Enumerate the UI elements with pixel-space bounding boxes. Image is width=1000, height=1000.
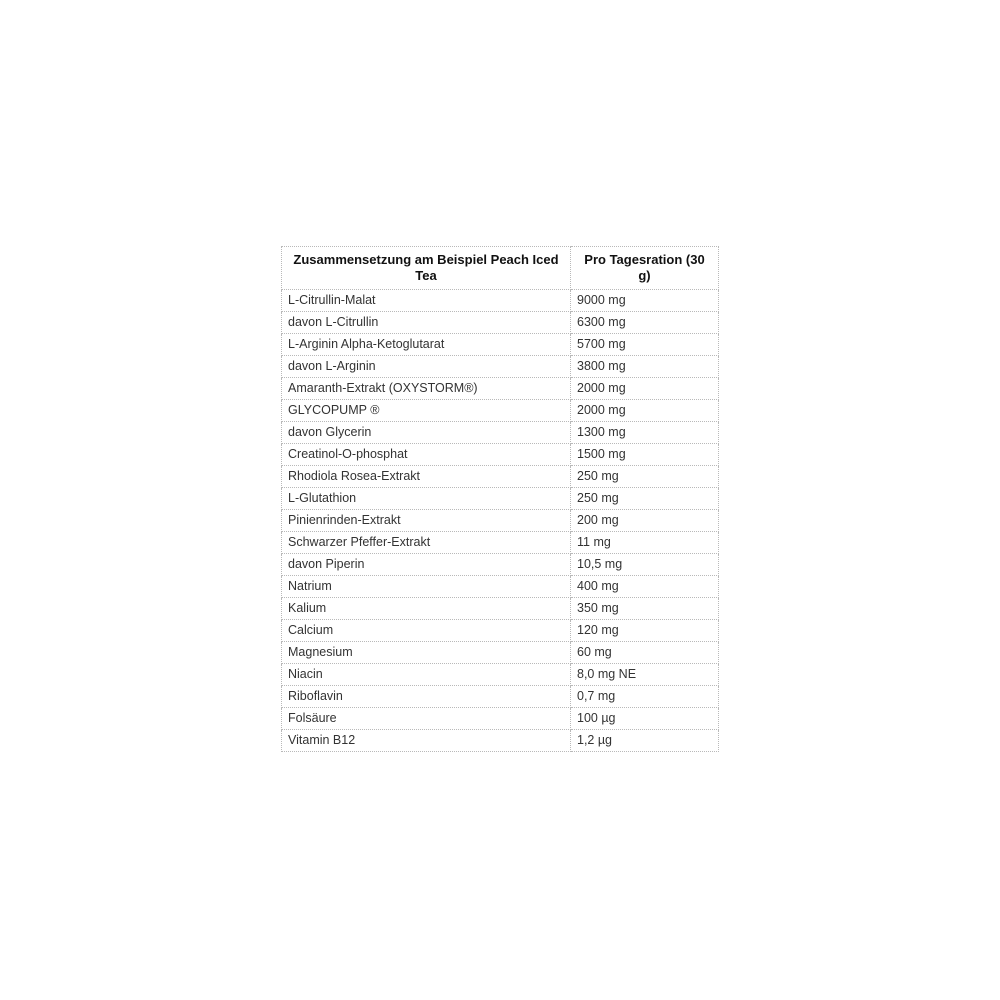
ingredient-name: davon L-Arginin bbox=[282, 356, 571, 378]
ingredient-name: L-Glutathion bbox=[282, 488, 571, 510]
ingredient-amount: 250 mg bbox=[571, 466, 719, 488]
table-row bbox=[282, 598, 719, 620]
ingredient-name: L-Citrullin-Malat bbox=[282, 290, 571, 312]
ingredient-amount: 10,5 mg bbox=[571, 554, 719, 576]
ingredient-amount: 60 mg bbox=[571, 642, 719, 664]
ingredient-amount: 1300 mg bbox=[571, 422, 719, 444]
ingredient-amount: 400 mg bbox=[571, 576, 719, 598]
table-row bbox=[282, 378, 719, 400]
ingredient-amount: 120 mg bbox=[571, 620, 719, 642]
ingredient-name: Calcium bbox=[282, 620, 571, 642]
ingredient-amount: 350 mg bbox=[571, 598, 719, 620]
table-row bbox=[282, 334, 719, 356]
table-row bbox=[282, 642, 719, 664]
ingredient-name: Natrium bbox=[282, 576, 571, 598]
header-composition: Zusammensetzung am Beispiel Peach Iced Tea bbox=[282, 247, 571, 290]
ingredient-name: Magnesium bbox=[282, 642, 571, 664]
table-row bbox=[282, 466, 719, 488]
ingredient-amount: 250 mg bbox=[571, 488, 719, 510]
table-row bbox=[282, 730, 719, 752]
nutrition-table bbox=[281, 246, 719, 752]
ingredient-amount: 200 mg bbox=[571, 510, 719, 532]
ingredient-amount: 9000 mg bbox=[571, 290, 719, 312]
ingredient-name: davon Piperin bbox=[282, 554, 571, 576]
ingredient-name: Riboflavin bbox=[282, 686, 571, 708]
ingredient-name: Rhodiola Rosea-Extrakt bbox=[282, 466, 571, 488]
table-row bbox=[282, 290, 719, 312]
ingredient-name: Amaranth-Extrakt (OXYSTORM®) bbox=[282, 378, 571, 400]
ingredient-name: Niacin bbox=[282, 664, 571, 686]
table-row bbox=[282, 708, 719, 730]
ingredient-name: Pinienrinden-Extrakt bbox=[282, 510, 571, 532]
ingredient-name: Vitamin B12 bbox=[282, 730, 571, 752]
table-body bbox=[282, 290, 719, 752]
header-per-serving: Pro Tagesration (30 g) bbox=[571, 247, 719, 290]
ingredient-amount: 1500 mg bbox=[571, 444, 719, 466]
ingredient-name: L-Arginin Alpha-Ketoglutarat bbox=[282, 334, 571, 356]
table-row bbox=[282, 422, 719, 444]
table-row bbox=[282, 444, 719, 466]
table-row bbox=[282, 686, 719, 708]
ingredient-name: Folsäure bbox=[282, 708, 571, 730]
ingredient-name: Schwarzer Pfeffer-Extrakt bbox=[282, 532, 571, 554]
ingredient-name: davon L-Citrullin bbox=[282, 312, 571, 334]
ingredient-amount: 5700 mg bbox=[571, 334, 719, 356]
ingredient-amount: 2000 mg bbox=[571, 400, 719, 422]
table-row bbox=[282, 576, 719, 598]
ingredient-name: GLYCOPUMP ® bbox=[282, 400, 571, 422]
ingredient-amount: 2000 mg bbox=[571, 378, 719, 400]
ingredient-amount: 100 µg bbox=[571, 708, 719, 730]
ingredient-amount: 8,0 mg NE bbox=[571, 664, 719, 686]
table-row bbox=[282, 510, 719, 532]
ingredient-name: davon Glycerin bbox=[282, 422, 571, 444]
table-header-row bbox=[282, 247, 719, 290]
table-row bbox=[282, 488, 719, 510]
table-row bbox=[282, 312, 719, 334]
ingredient-amount: 0,7 mg bbox=[571, 686, 719, 708]
table-row bbox=[282, 532, 719, 554]
table-row bbox=[282, 554, 719, 576]
ingredient-name: Creatinol-O-phosphat bbox=[282, 444, 571, 466]
ingredient-name: Kalium bbox=[282, 598, 571, 620]
ingredient-amount: 11 mg bbox=[571, 532, 719, 554]
table-row bbox=[282, 400, 719, 422]
table-row bbox=[282, 356, 719, 378]
ingredient-amount: 6300 mg bbox=[571, 312, 719, 334]
ingredient-amount: 1,2 µg bbox=[571, 730, 719, 752]
table-row bbox=[282, 664, 719, 686]
table-row bbox=[282, 620, 719, 642]
ingredient-amount: 3800 mg bbox=[571, 356, 719, 378]
